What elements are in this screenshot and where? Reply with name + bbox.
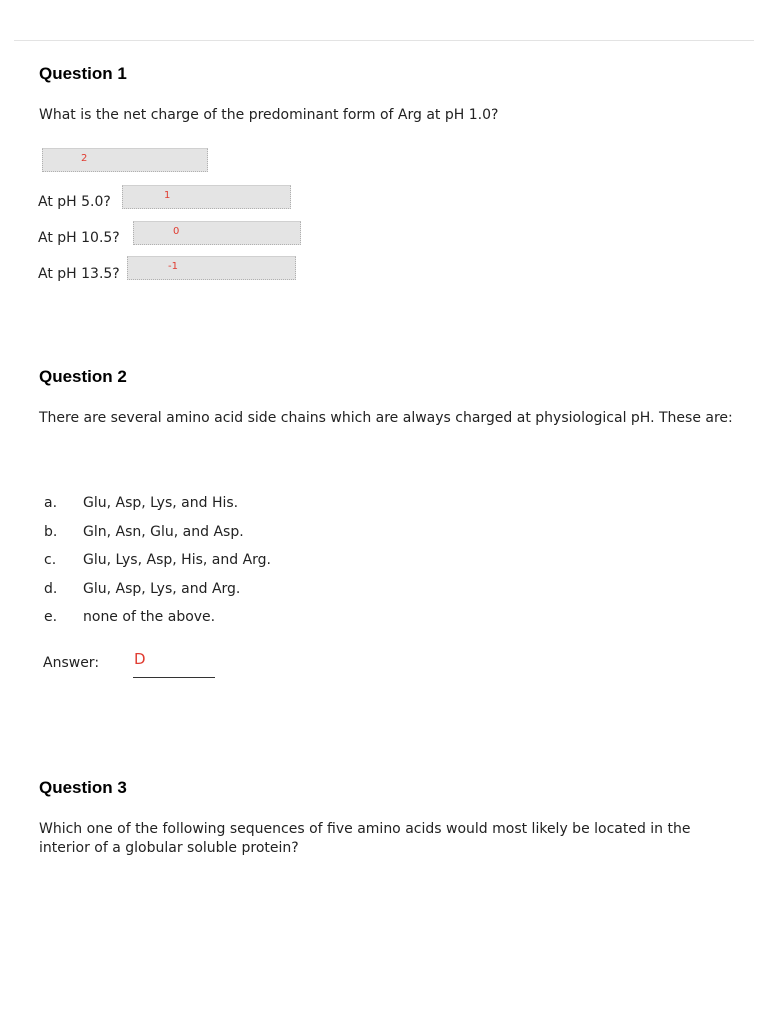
- question-1-title: Question 1: [39, 64, 127, 83]
- option-c-text: Glu, Lys, Asp, His, and Arg.: [83, 552, 271, 568]
- question-3-title: Question 3: [39, 778, 127, 797]
- option-d-text: Glu, Asp, Lys, and Arg.: [83, 581, 241, 597]
- ph-10-5-answer-field[interactable]: [133, 221, 301, 245]
- option-d-letter: d.: [44, 581, 58, 597]
- ph-13-5-answer-value: -1: [168, 261, 178, 272]
- option-a-text: Glu, Asp, Lys, and His.: [83, 495, 239, 511]
- ph-13-5-label: At pH 13.5?: [38, 266, 120, 282]
- top-divider: [14, 40, 754, 41]
- option-e-letter: e.: [44, 609, 58, 625]
- answer-label: Answer:: [43, 655, 100, 671]
- question-3-text: Which one of the following sequences of five amino acids would most likely be located in the interior of a globular soluble protein?: [39, 821, 691, 856]
- answer-underline: [133, 677, 215, 678]
- ph-1-answer-field[interactable]: [42, 148, 208, 172]
- option-c: [44, 551, 271, 570]
- option-d: [44, 580, 240, 599]
- option-b: [44, 523, 244, 542]
- option-b-letter: b.: [44, 524, 58, 540]
- ph-5-answer-field[interactable]: [122, 185, 291, 209]
- ph-1-answer-value: 2: [81, 153, 88, 164]
- ph-5-label: At pH 5.0?: [38, 194, 111, 210]
- question-2-text: There are several amino acid side chains which are always charged at physiological pH. These are:: [39, 410, 733, 426]
- answer-value[interactable]: D: [134, 650, 146, 668]
- option-e-text: none of the above.: [83, 609, 216, 625]
- ph-5-answer-value: 1: [164, 190, 171, 201]
- question-2-title: Question 2: [39, 367, 127, 386]
- option-a-letter: a.: [44, 495, 58, 511]
- option-a: [44, 494, 238, 513]
- option-b-text: Gln, Asn, Glu, and Asp.: [83, 524, 244, 540]
- option-c-letter: c.: [44, 552, 57, 568]
- question-1-text: What is the net charge of the predominant form of Arg at pH 1.0?: [39, 107, 499, 123]
- ph-13-5-answer-field[interactable]: [127, 256, 296, 280]
- ph-10-5-answer-value: 0: [173, 226, 180, 237]
- option-e: [44, 608, 215, 627]
- ph-10-5-label: At pH 10.5?: [38, 230, 120, 246]
